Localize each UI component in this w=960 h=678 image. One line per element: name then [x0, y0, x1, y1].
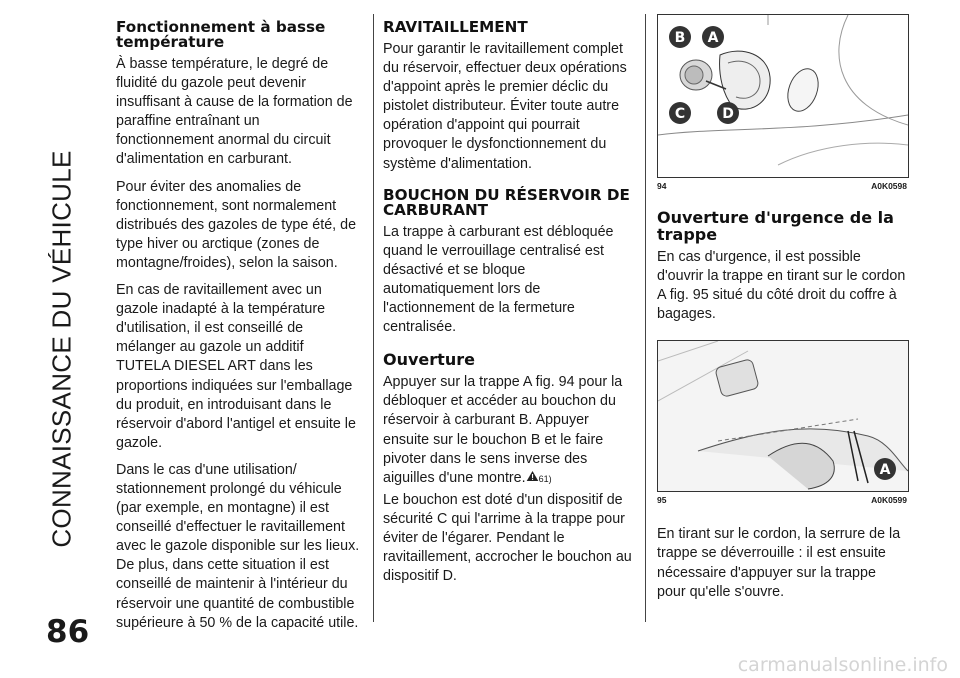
- paragraph: Pour éviter des anomalies de fonctionnement, sont normalement distribués des gazoles de type été, de type hiver ou arctique (zones de montagne/froides), selon la saison.: [116, 178, 357, 271]
- svg-text:D: D: [722, 106, 734, 122]
- callout-a: [874, 458, 896, 480]
- paragraph: Dans le cas d'une utilisation/ stationnement prolongé du véhicule (par exemple, en montagne) il est conseillé d'effectuer le ravitaillement avec le gazole disponible sur les lieux. De plus, dans cette situation il est conseillé de maintenir à l'intérieur du réservoir une quantité de combustible supérieure à 50 % de la capacité utile.: [116, 461, 360, 631]
- warning-icon: [526, 469, 539, 488]
- callout-c: [669, 102, 691, 124]
- heading-refuelling: RAVITAILLEMENT: [383, 18, 528, 36]
- figure-code: A0K0598: [871, 181, 907, 191]
- figure-95: [657, 340, 909, 492]
- heading-emergency-opening: Ouverture d'urgence de la trappe: [657, 208, 894, 244]
- callout-d: [717, 102, 739, 124]
- warning-reference: 61): [538, 473, 552, 484]
- heading-fuel-cap: BOUCHON DU RÉSERVOIR DE CARBURANT: [383, 185, 630, 219]
- paragraph: En cas de ravitaillement avec un gazole inadapté à la température d'utilisation, il est conseillé de mélanger au gazole un additif TUTELA DIESEL ART dans les proportions indiquées sur l'emballage du produit, en introduisant dans le réservoir d'abord l'antigel et ensuite le gazole.: [116, 282, 356, 451]
- svg-text:A: A: [707, 30, 719, 46]
- figure-95-caption: [657, 495, 907, 505]
- page-number: 86: [46, 614, 90, 650]
- heading-low-temperature: Fonctionnement à basse température: [116, 18, 326, 51]
- svg-text:C: C: [674, 106, 686, 122]
- column-divider: [373, 14, 374, 622]
- paragraph: À basse température, le degré de fluidité du gazole peut devenir insuffisant à cause de la formation de paraffine entraînant un fonctionnement anormal du circuit d'alimentation en carburant.: [116, 56, 353, 168]
- figure-code: A0K0599: [871, 495, 907, 506]
- paragraph: Pour garantir le ravitaillement complet du réservoir, effectuer deux opérations d'appoint après le premier déclic du pistolet distributeur. Éviter toute autre opération d'appoint qui pourrait provoquer le dysfonctionnement du système d'alimentation.: [383, 41, 627, 172]
- paragraph: En cas d'urgence, il est possible d'ouvrir la trappe en tirant sur le cordon A fig. 95 situé du côté droit du coffre à bagages.: [657, 249, 906, 323]
- column-right: [657, 14, 907, 610]
- paragraph: En tirant sur le cordon, la serrure de la trappe se déverrouille : il est ensuite nécessaire d'appuyer sur la trappe pour qu'elle s'ouvre.: [657, 526, 901, 600]
- figure-number: 95: [657, 495, 667, 506]
- watermark: carmanualsonline.info: [737, 654, 948, 676]
- callout-b: [669, 26, 691, 48]
- column-divider: [645, 14, 646, 622]
- figure-94-caption: [657, 181, 907, 191]
- opening-text: Appuyer sur la trappe A fig. 94 pour la débloquer et accéder au bouchon du réservoir à carburant B. Appuyer ensuite sur le bouchon B et le faire pivoter dans le sens inverse des aiguilles d'une montre.: [383, 374, 623, 486]
- paragraph: Le bouchon est doté d'un dispositif de sécurité C qui l'arrime à la trappe pour éviter de l'égarer. Pendant le ravitaillement, accrocher le bouchon au dispositif D.: [383, 491, 632, 585]
- emergency-cord-illustration: [658, 341, 908, 491]
- svg-text:A: A: [879, 462, 891, 479]
- section-sidebar-title: CONNAISSANCE DU VÉHICULE: [46, 150, 77, 548]
- callout-a: [702, 26, 724, 48]
- column-left: [116, 14, 360, 641]
- paragraph: La trappe à carburant est débloquée quand le verrouillage centralisé est désactivé et se bloque automatiquement lors de l'actionnement de la fermeture centralisée.: [383, 223, 614, 336]
- figure-94: [657, 14, 909, 178]
- fuel-flap-illustration: [658, 15, 908, 177]
- svg-text:B: B: [674, 30, 686, 46]
- figure-number: 94: [657, 181, 667, 191]
- heading-opening: Ouverture: [383, 350, 475, 370]
- column-middle: [383, 14, 633, 594]
- paragraph-opening: [383, 373, 633, 489]
